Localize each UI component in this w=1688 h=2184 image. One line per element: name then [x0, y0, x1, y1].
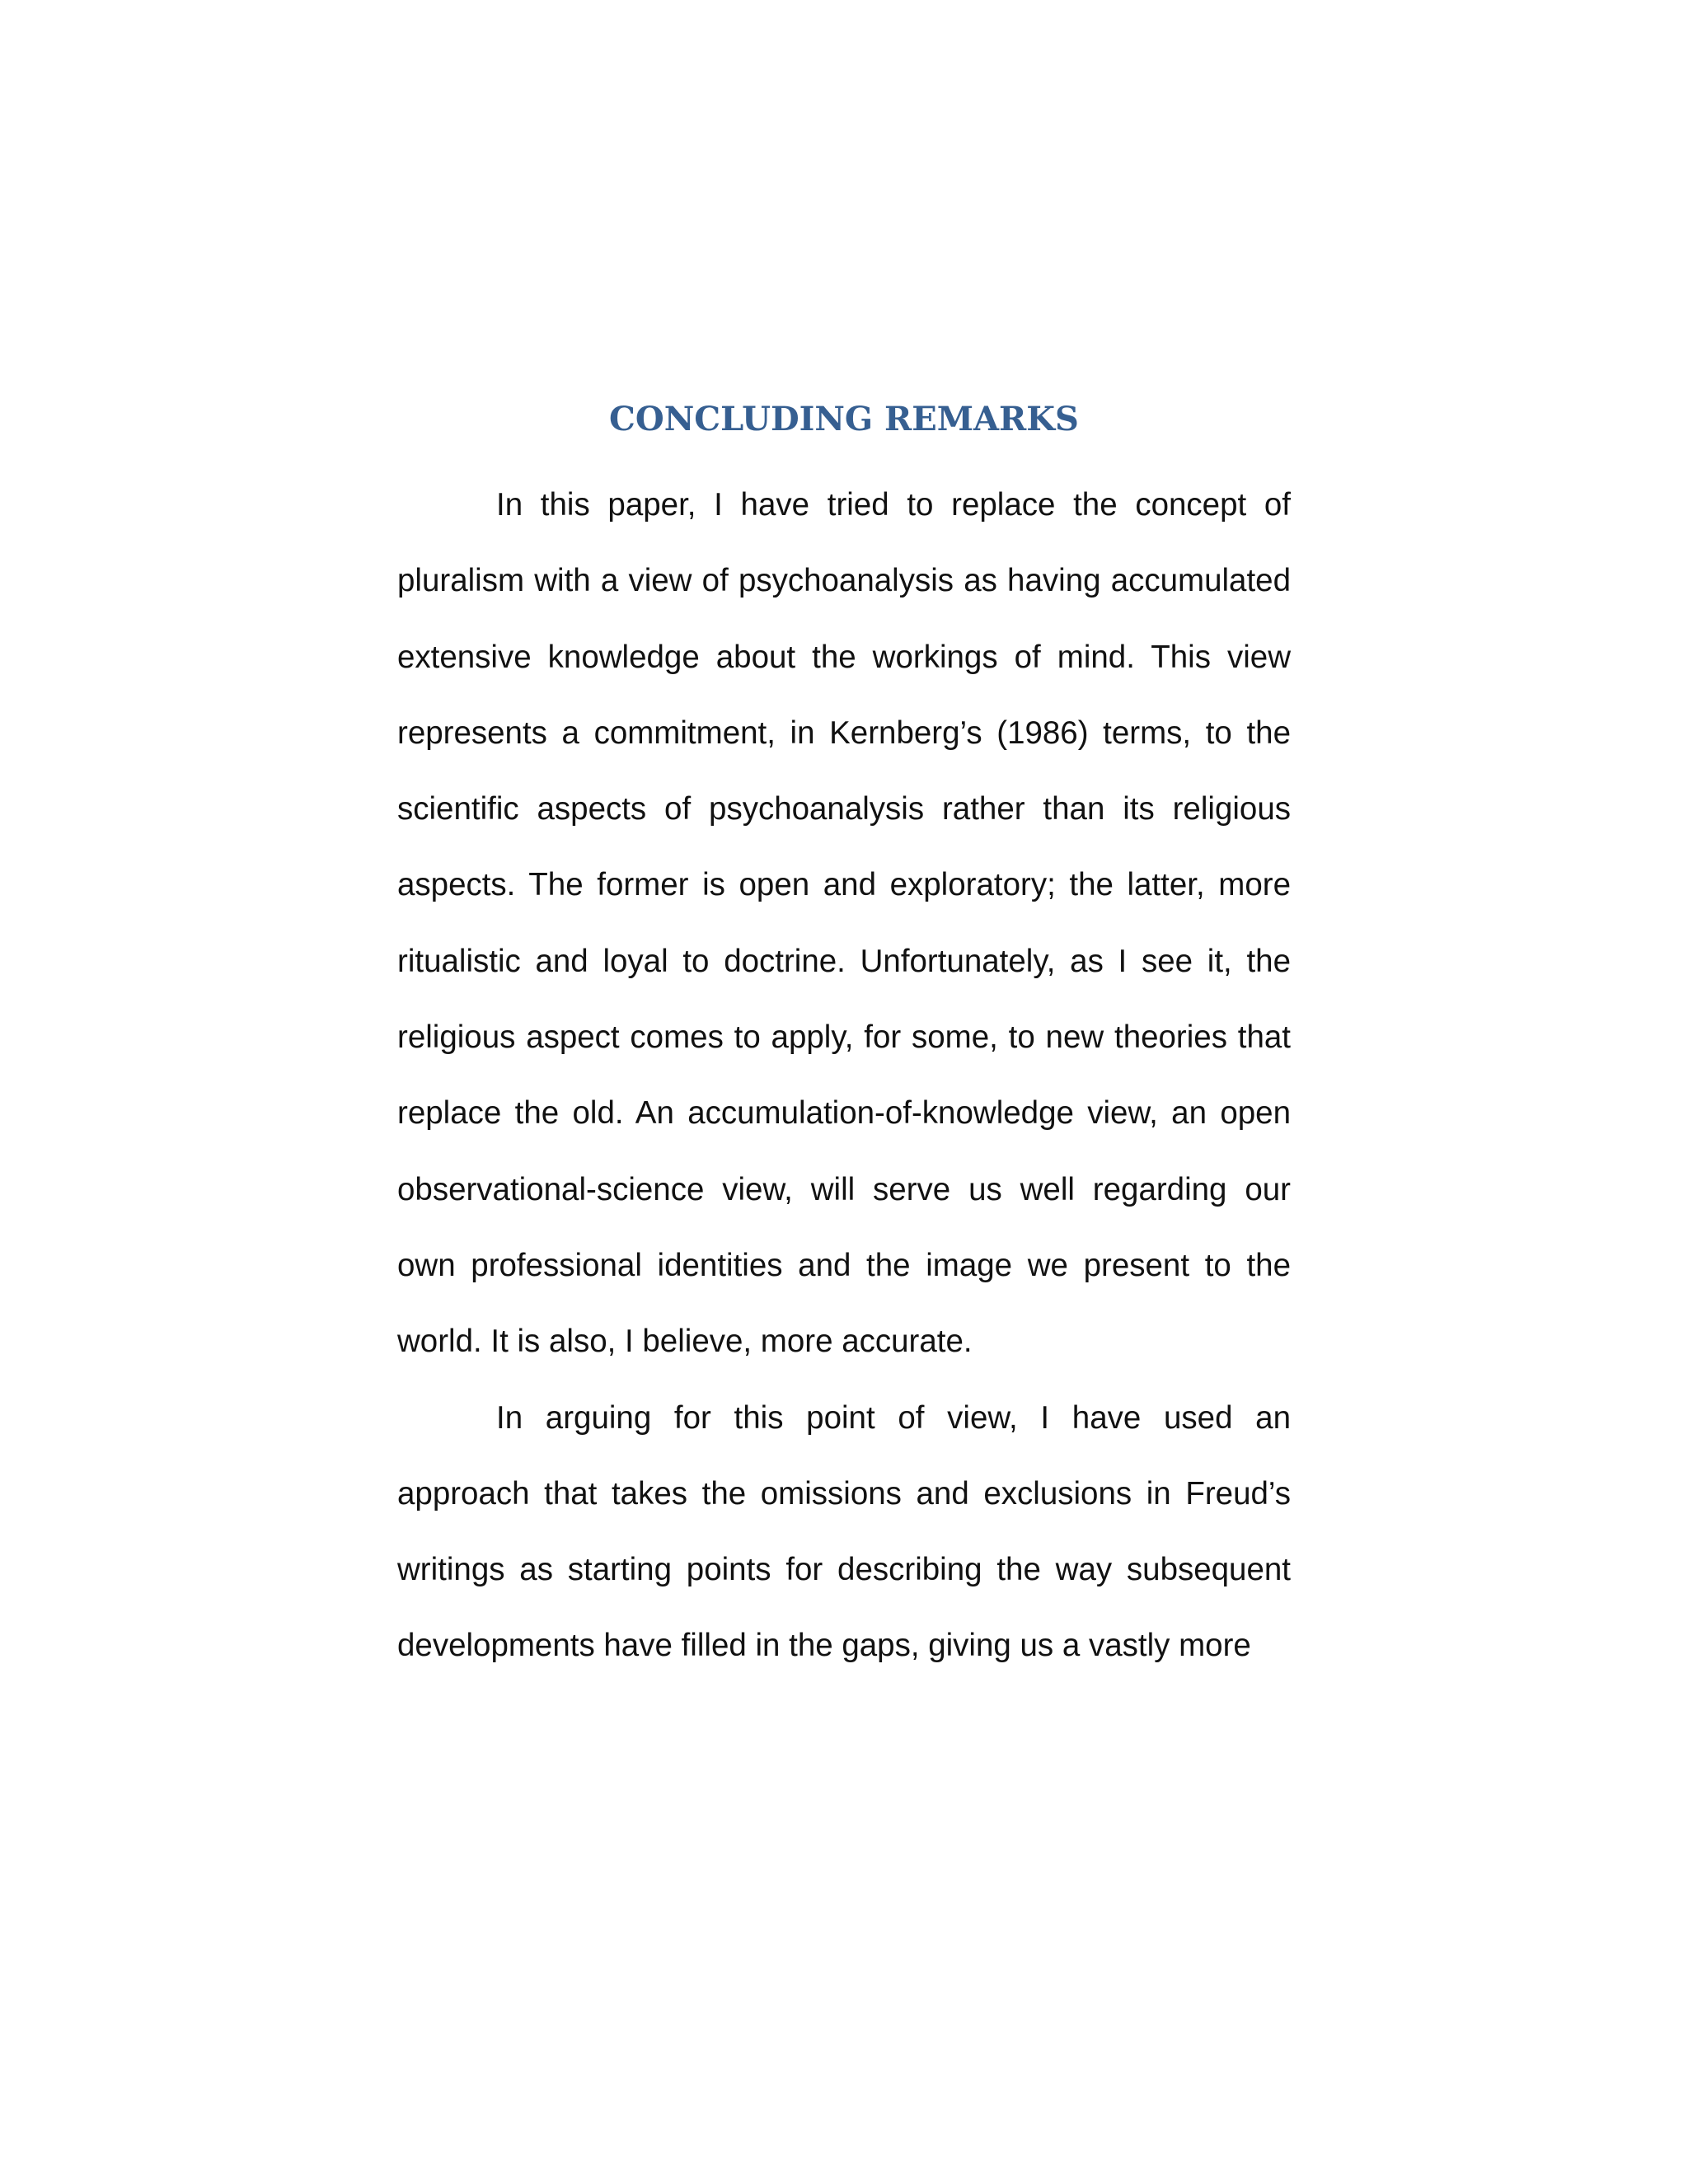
paragraph-1: In this paper, I have tried to replace the concept of pluralism with a view of psychoanalysis as having accumulated extensive knowledge about the workings of mind. This view represents a commitment, in Kernberg’s (1986) terms, to the scientific aspects of psychoanalysis rather than its religious aspects. The former is open and exploratory; the latter, more ritualistic and loyal to doctrine. Unfortunately, as I see it, the religious aspect comes to apply, for some, to new theories that replace the old. An accumulation-of-knowledge view, an open observational-science view, will serve us well regarding our own professional identities and the image we present to the world. It is also, I believe, more accurate.	[397, 487, 1291, 1360]
body-text	[397, 467, 1291, 1685]
paragraph-2: In arguing for this point of view, I have used an approach that takes the omissions and exclusions in Freud’s writings as starting points for describing the way subsequent developments have filled in the gaps, giving us a vastly more	[397, 1399, 1291, 1664]
section-heading: CONCLUDING REMARKS	[609, 400, 1079, 438]
